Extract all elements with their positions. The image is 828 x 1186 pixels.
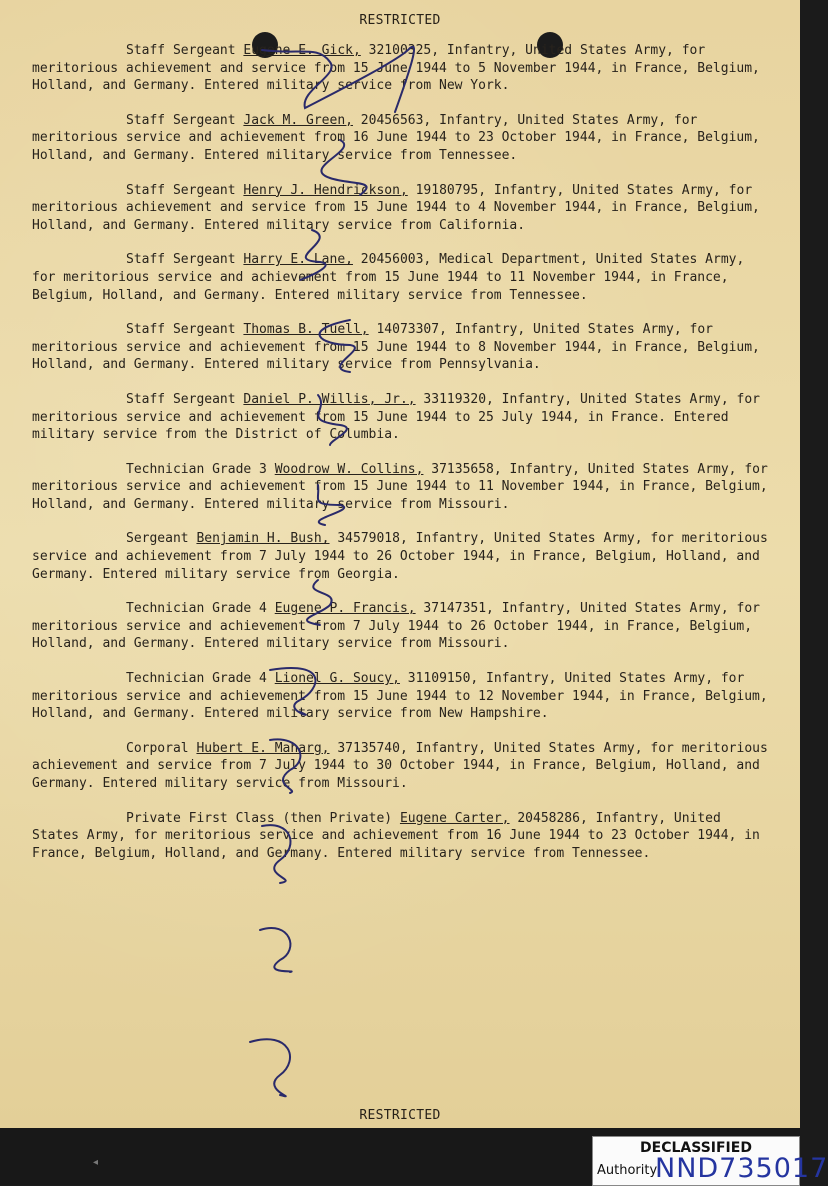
citation-text: 37135740, Infantry, United States Army, for meritorious achievement and service from 7 July 1944 to 30 October 1944, in France, Belgium, Holland, and Germany. Entered military service from Missouri.: [32, 740, 776, 791]
citation-text: 32100325, Infantry, United States Army, for meritorious achievement and service from 15 June 1944 to 5 November 1944, in France, Belgium, Holland, and Germany. Entered military service from New York.: [32, 43, 768, 94]
citation-paragraph: [32, 810, 772, 863]
citation-name: Eugene Carter,: [399, 810, 510, 826]
citation-name: Hubert E. Maharg,: [196, 740, 330, 756]
citation-paragraph: [32, 670, 776, 723]
header-classification: RESTRICTED: [359, 13, 441, 28]
citation-name: Henry J. Hendrickson,: [243, 182, 408, 198]
citation-rank: Technician Grade 4: [126, 671, 267, 687]
citation-text: 31109150, Infantry, United States Army, for meritorious service and achievement from 15 June 1944 to 12 November 1944, in France, Belgium, Holland, and Germany. Entered military service from New Hampshire.: [32, 671, 776, 722]
citation-rank: Technician Grade 3: [126, 461, 267, 477]
citation-text: 20456563, Infantry, United States Army, for meritorious service and achievement from 16 June 1944 to 23 October 1944, in France, Belgium, Holland, and Germany. Entered military service from Tennessee.: [32, 112, 768, 163]
citation-rank: Technician Grade 4: [126, 601, 267, 617]
citation-name: Harry E. Lane,: [243, 252, 353, 268]
footer-classification: RESTRICTED: [359, 1108, 441, 1123]
citation-paragraph: [32, 112, 772, 165]
citation-paragraph: [32, 600, 772, 653]
citation-paragraph: [32, 42, 772, 95]
citation-paragraph: [32, 251, 772, 304]
citation-rank: Staff Sergeant: [126, 391, 236, 407]
citation-rank: Private First Class (then Private): [126, 810, 393, 826]
citation-name: Lionel G. Soucy,: [274, 671, 400, 687]
citation-rank: Corporal: [126, 740, 189, 756]
citation-name: Jack M. Green,: [243, 112, 353, 128]
citation-name: Woodrow W. Collins,: [274, 461, 424, 477]
citation-rank: Sergeant: [126, 531, 189, 547]
citation-text: 20458286, Infantry, United States Army, for meritorious service and achievement from 16 June 1944 to 23 October 1944, in France, Belgium, Holland, and Germany. Entered military service from Tennessee.: [32, 810, 768, 861]
citation-text: 33119320, Infantry, United States Army, for meritorious service and achievement from 15 June 1944 to 25 July 1944, in France. Entered military service from the District of Columbia.: [32, 391, 768, 443]
citation-paragraph: [32, 740, 776, 793]
citation-paragraph: [32, 461, 776, 514]
citation-paragraph: [32, 530, 776, 583]
citation-text: 20456003, Medical Department, United States Army, for meritorious service and achievement from 15 June 1944 to 11 November 1944, in France, Belgium, Holland, and Germany. Entered military service from Tennessee.: [32, 252, 753, 303]
citation-text: 19180795, Infantry, United States Army, for meritorious achievement and service from 15 June 1944 to 4 November 1944, in France, Belgium, Holland, and Germany. Entered military service from California.: [32, 182, 768, 233]
citation-text: 14073307, Infantry, United States Army, for meritorious service and achievement from 15 June 1944 to 8 November 1944, in France, Belgium, Holland, and Germany. Entered military service from Pennsylvania.: [32, 322, 768, 373]
citation-rank: Staff Sergeant: [126, 112, 236, 128]
scan-arrow-icon: ◂: [93, 1157, 99, 1168]
stamp-authority-label: Authority: [597, 1163, 658, 1178]
citation-rank: Staff Sergeant: [126, 43, 236, 58]
stamp-title: DECLASSIFIED: [640, 1140, 752, 1156]
citation-text: 37135658, Infantry, United States Army, for meritorious service and achievement from 15 June 1944 to 11 November 1944, in France, Belgium, Holland, and Germany. Entered military service from Missouri.: [32, 461, 776, 512]
citation-paragraph: [32, 391, 772, 444]
check-mark: [260, 928, 292, 972]
citation-name: Eugene P. Francis,: [274, 601, 416, 617]
citation-name: Thomas B. Tuell,: [243, 322, 369, 338]
stamp-authority-value: NND735017: [655, 1153, 828, 1184]
citation-text: 37147351, Infantry, United States Army, for meritorious service and achievement from 7 July 1944 to 26 October 1944, in France, Belgium, Holland, and Germany. Entered military service from Missouri.: [32, 601, 768, 652]
citation-paragraph: [32, 182, 772, 235]
declassified-stamp: [592, 1136, 828, 1186]
citation-paragraph: [32, 321, 772, 374]
citation-list: [32, 42, 776, 879]
citation-name: Benjamin H. Bush,: [196, 531, 330, 547]
citation-name: Daniel P. Willis, Jr.,: [243, 391, 416, 407]
citation-rank: Staff Sergeant: [126, 252, 236, 268]
check-mark: [250, 1039, 290, 1096]
citation-name: Eugene E. Gick,: [243, 43, 361, 58]
citation-rank: Staff Sergeant: [126, 182, 236, 198]
citation-rank: Staff Sergeant: [126, 322, 236, 338]
citation-text: 34579018, Infantry, United States Army, for meritorious service and achievement from 7 July 1944 to 26 October 1944, in France, Belgium, Holland, and Germany. Entered military service from Georgia.: [32, 531, 776, 582]
